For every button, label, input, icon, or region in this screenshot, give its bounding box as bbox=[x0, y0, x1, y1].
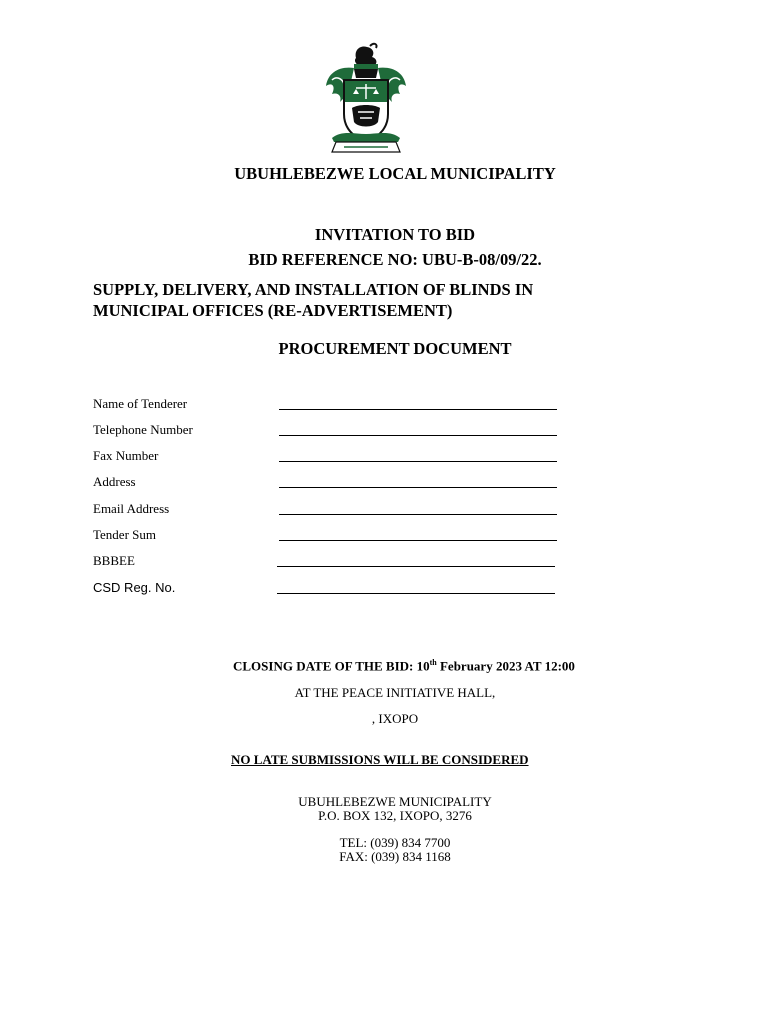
fill-in-line[interactable] bbox=[277, 566, 555, 567]
field-name-of-tenderer bbox=[93, 396, 593, 414]
municipal-coat-of-arms-icon bbox=[318, 42, 412, 160]
field-label: Name of Tenderer bbox=[93, 396, 188, 411]
closing-date-ordinal: th bbox=[429, 658, 437, 667]
field-telephone-number bbox=[93, 422, 593, 440]
bid-subject-line-2: MUNICIPAL OFFICES (RE-ADVERTISEMENT) bbox=[93, 301, 453, 320]
field-label: Telephone Number bbox=[93, 422, 193, 437]
fill-in-line[interactable] bbox=[279, 409, 557, 410]
bid-subject bbox=[93, 279, 693, 321]
venue-line-1: AT THE PEACE INITIATIVE HALL, bbox=[294, 685, 496, 700]
invitation-title: INVITATION TO BID bbox=[314, 225, 476, 244]
field-email-address bbox=[93, 501, 593, 519]
field-fax-number bbox=[93, 448, 593, 466]
field-label: CSD Reg. No. bbox=[93, 580, 176, 595]
field-label: Fax Number bbox=[93, 448, 159, 463]
contact-po-box: P.O. BOX 132, IXOPO, 3276 bbox=[318, 808, 472, 823]
field-address bbox=[93, 474, 593, 492]
bid-subject-line-1: SUPPLY, DELIVERY, AND INSTALLATION OF BLINDS IN bbox=[93, 280, 534, 299]
contact-name: UBUHLEBEZWE MUNICIPALITY bbox=[298, 794, 492, 809]
closing-date-suffix: February 2023 AT 12:00 bbox=[436, 658, 575, 674]
field-label: Tender Sum bbox=[93, 527, 156, 542]
fill-in-line[interactable] bbox=[279, 435, 557, 436]
fill-in-line[interactable] bbox=[279, 487, 557, 488]
field-label: Email Address bbox=[93, 501, 170, 516]
venue-line-2: , IXOPO bbox=[371, 711, 419, 726]
field-bbbee bbox=[93, 553, 593, 571]
field-tender-sum bbox=[93, 527, 593, 545]
fill-in-line[interactable] bbox=[279, 461, 557, 462]
field-label: Address bbox=[93, 474, 136, 489]
fill-in-line[interactable] bbox=[277, 593, 555, 594]
field-label: BBBEE bbox=[93, 553, 135, 568]
closing-date-prefix: CLOSING DATE OF THE BID: 10 bbox=[233, 658, 430, 674]
field-csd-reg-no bbox=[93, 580, 593, 598]
contact-telephone: TEL: (039) 834 7700 bbox=[339, 835, 451, 850]
late-submission-notice: NO LATE SUBMISSIONS WILL BE CONSIDERED bbox=[231, 752, 529, 767]
closing-date bbox=[233, 658, 575, 674]
municipality-title: UBUHLEBEZWE LOCAL MUNICIPALITY bbox=[234, 164, 556, 183]
fill-in-line[interactable] bbox=[279, 514, 557, 515]
contact-fax: FAX: (039) 834 1168 bbox=[339, 849, 451, 864]
document-type-title: PROCUREMENT DOCUMENT bbox=[278, 339, 512, 358]
bid-reference: BID REFERENCE NO: UBU-B-08/09/22. bbox=[248, 250, 542, 269]
fill-in-line[interactable] bbox=[279, 540, 557, 541]
